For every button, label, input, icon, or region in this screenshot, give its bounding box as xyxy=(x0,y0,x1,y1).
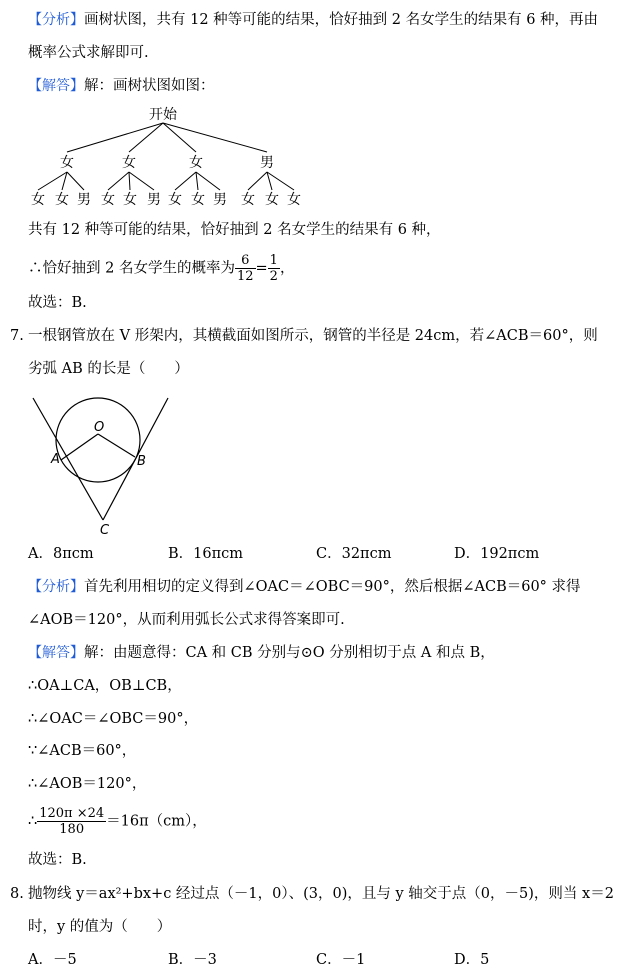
analysis-7-line-1 xyxy=(28,577,581,597)
option-b[interactable]: B．－3 xyxy=(168,952,217,968)
analysis-tag: 【分析】 xyxy=(28,579,84,595)
question-8-line-2: 时，y 的值为（ ） xyxy=(28,919,172,935)
calc-result: ＝16π（cm）， xyxy=(106,813,207,830)
analysis-text: 画树状图，共有 12 种等可能的结果，恰好抽到 2 名女学生的结果有 6 种，再由 xyxy=(84,12,599,28)
tree-node-l2: 男 xyxy=(213,192,227,208)
answer-line xyxy=(28,76,215,96)
step-line: ∴OA⊥CA，OB⊥CB， xyxy=(28,678,182,694)
fraction-denominator: 12 xyxy=(236,269,254,284)
point-label-o: O xyxy=(94,420,105,435)
question-number: 7. xyxy=(10,328,24,344)
equals-sign: = xyxy=(255,260,268,277)
question-number: 8. xyxy=(10,886,24,902)
fraction-numerator: 6 xyxy=(235,253,256,269)
option-d[interactable]: D．192πcm xyxy=(454,546,540,562)
choice-line: 故选：B. xyxy=(28,295,87,311)
tree-node-l2: 女 xyxy=(55,192,69,208)
tree-node-l1: 女 xyxy=(122,155,136,171)
question-7-line-2: 劣弧 AB 的长是（ ） xyxy=(28,361,189,377)
option-b[interactable]: B．16πcm xyxy=(168,546,244,562)
fraction-denominator: 2 xyxy=(269,269,278,284)
tree-node-l2: 女 xyxy=(31,192,45,208)
option-d[interactable]: D．5 xyxy=(454,952,490,968)
answer-text: 解：画树状图如图： xyxy=(84,78,215,94)
answer-text: 解：由题意得：CA 和 CB 分别与⊙O 分别相切于点 A 和点 B， xyxy=(84,645,495,661)
option-c[interactable]: C．32πcm xyxy=(316,546,392,562)
analysis-text: 首先利用相切的定义得到∠OAC＝∠OBC＝90°，然后根据∠ACB＝60° 求得 xyxy=(84,579,581,595)
probability-text: ∴恰好抽到 2 名女学生的概率为 xyxy=(28,260,235,277)
tree-node-l2: 男 xyxy=(77,192,91,208)
tree-node-l1: 女 xyxy=(60,155,74,171)
tree-node-l2: 女 xyxy=(168,192,182,208)
probability-line xyxy=(28,253,294,284)
fraction-6-12 xyxy=(235,253,256,284)
therefore-sign: ∴ xyxy=(28,813,38,830)
fraction-1-2 xyxy=(268,253,280,284)
tree-node-l2: 女 xyxy=(101,192,115,208)
answer-tag: 【解答】 xyxy=(28,78,84,94)
tree-node-l1: 女 xyxy=(189,155,203,171)
tree-node-l2: 女 xyxy=(265,192,279,208)
fraction-numerator: 120π ×24 xyxy=(39,806,105,821)
tree-node-l2: 男 xyxy=(147,192,161,208)
step-line: ∵∠ACB＝60°， xyxy=(28,743,137,759)
question-7-line-1: 一根钢管放在 V 形架内，其横截面如图所示，钢管的半径是 24cm，若∠ACB＝60°，则 xyxy=(28,328,598,344)
fraction-numerator: 1 xyxy=(269,253,278,268)
point-label-b: B xyxy=(137,454,146,469)
answer-tag: 【解答】 xyxy=(28,645,84,661)
analysis-line-1 xyxy=(28,10,598,30)
tree-root: 开始 xyxy=(149,107,177,123)
point-label-c: C xyxy=(100,523,110,538)
question-8-line-1: 抛物线 y＝ax²+bx+c 经过点（－1，0）、(3，0)，且与 y 轴交于点（0，－5)，则当 x＝2 xyxy=(28,886,614,902)
option-a[interactable]: A．8πcm xyxy=(28,546,94,562)
analysis-tag: 【分析】 xyxy=(28,12,84,28)
arc-length-calc xyxy=(28,806,207,837)
comma: ， xyxy=(279,260,295,277)
result-line: 共有 12 种等可能的结果，恰好抽到 2 名女学生的结果有 6 种， xyxy=(28,222,441,238)
option-c[interactable]: C．－1 xyxy=(316,952,366,968)
analysis-line-2: 概率公式求解即可. xyxy=(28,45,149,61)
step-line: ∴∠AOB＝120°， xyxy=(28,776,147,792)
choice-line: 故选：B. xyxy=(28,852,87,868)
tree-node-l2: 女 xyxy=(241,192,255,208)
step-line: ∴∠OAC＝∠OBC＝90°， xyxy=(28,711,199,727)
answer-7-line xyxy=(28,643,495,663)
fraction-denominator: 180 xyxy=(59,822,85,837)
point-label-a: A xyxy=(51,452,60,467)
tree-node-l2: 女 xyxy=(191,192,205,208)
option-a[interactable]: A．－5 xyxy=(28,952,77,968)
tree-node-l2: 女 xyxy=(123,192,137,208)
tree-node-l2: 女 xyxy=(287,192,301,208)
v-frame-figure xyxy=(30,392,180,540)
analysis-7-line-2: ∠AOB＝120°，从而利用弧长公式求得答案即可. xyxy=(28,612,345,628)
tree-node-l1: 男 xyxy=(260,155,274,171)
arc-length-fraction xyxy=(37,806,106,837)
tree-diagram xyxy=(20,100,320,212)
